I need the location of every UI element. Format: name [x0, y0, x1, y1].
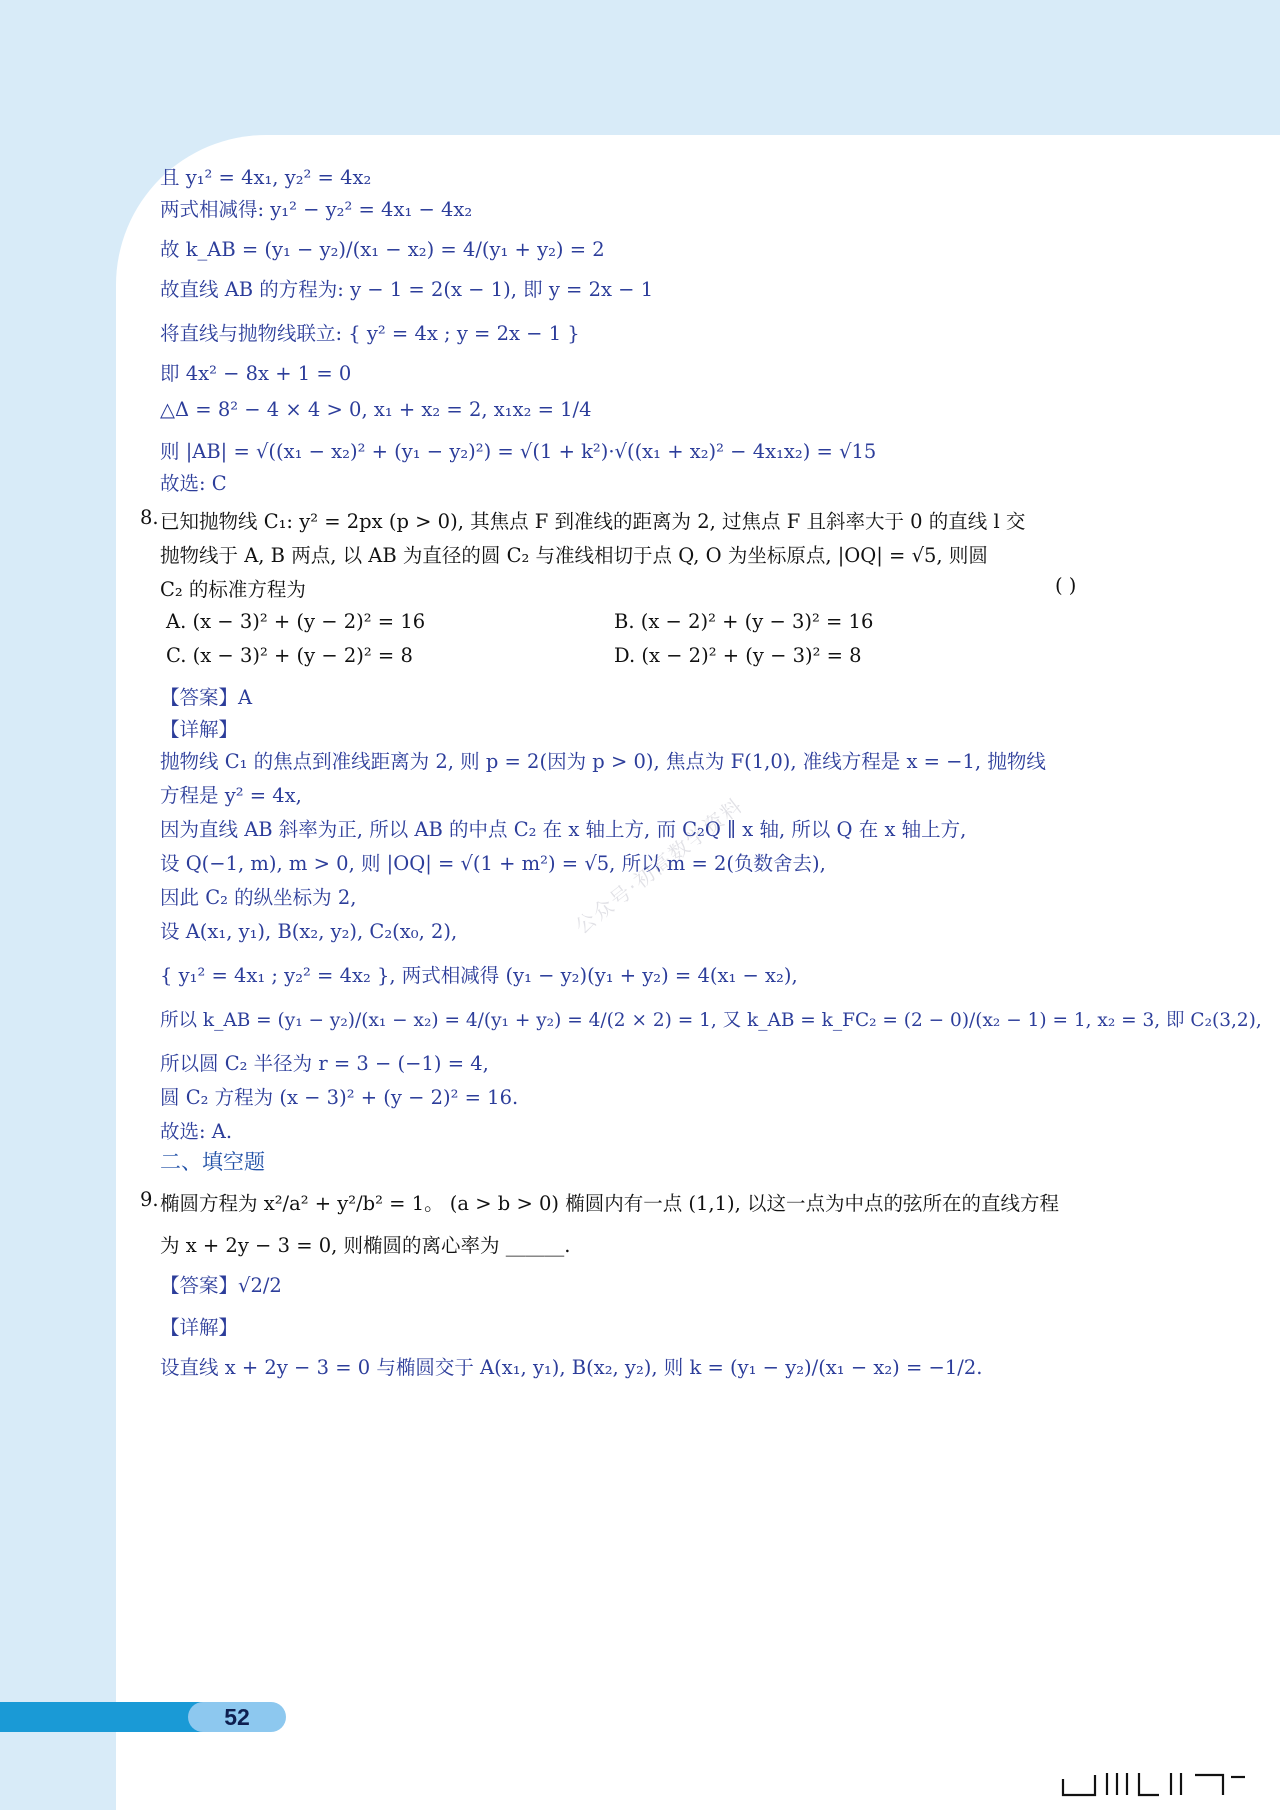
question-8-stem-text-1: 已知抛物线 C₁: y² = 2px (p > 0), 其焦点 F 到准线的距离为 2, 过焦点 F 且斜率大于 0 的直线 l 交: [160, 510, 1026, 533]
page-number: 52: [188, 1702, 286, 1732]
prev-solution-line-2: 两式相减得: y₁² − y₂² = 4x₁ − 4x₂: [160, 198, 473, 221]
question-9-stem-line-2: 为 x + 2y − 3 = 0, 则椭圆的离心率为 ______.: [160, 1234, 571, 1257]
question-8-solution-line-3: 因为直线 AB 斜率为正, 所以 AB 的中点 C₂ 在 x 轴上方, 而 C₂Q ∥ x 轴, 所以 Q 在 x 轴上方,: [160, 818, 967, 841]
question-8-option-a: A. (x − 3)² + (y − 2)² = 16: [166, 610, 426, 633]
left-margin-strip: [0, 135, 116, 1810]
question-8-answer: [160, 682, 252, 710]
question-8-solution-line-2: 方程是 y² = 4x,: [160, 784, 302, 807]
question-8-option-d: D. (x − 2)² + (y − 3)² = 8: [614, 644, 862, 667]
question-8-solution-line-7: { y₁² = 4x₁ ; y₂² = 4x₂ }, 两式相减得 (y₁ − y₂)(y₁ + y₂) = 4(x₁ − x₂),: [160, 964, 798, 987]
prev-solution-line-9: 故选: C: [160, 472, 227, 495]
prev-solution-line-5: 将直线与抛物线联立: { y² = 4x ; y = 2x − 1 }: [160, 322, 580, 345]
prev-solution-line-1: 且 y₁² = 4x₁, y₂² = 4x₂: [160, 166, 372, 189]
question-8-detail-label: 【详解】: [160, 718, 239, 741]
question-8-solution-line-1: 抛物线 C₁ 的焦点到准线距离为 2, 则 p = 2(因为 p > 0), 焦点为 F(1,0), 准线方程是 x = −1, 抛物线: [160, 750, 1046, 773]
prev-solution-line-3: 故 k_AB = (y₁ − y₂)/(x₁ − x₂) = 4/(y₁ + y₂) = 2: [160, 238, 605, 261]
question-9-solution-line-1: 设直线 x + 2y − 3 = 0 与椭圆交于 A(x₁, y₁), B(x₂, y₂), 则 k = (y₁ − y₂)/(x₁ − x₂) = −1/2.: [160, 1356, 983, 1379]
watermark: 公众号·初高数学资料: [570, 792, 748, 939]
question-8-answer-paren: ( ): [1055, 574, 1077, 597]
question-9-stem-line-1: [140, 1188, 1060, 1216]
question-8-solution-line-6: 设 A(x₁, y₁), B(x₂, y₂), C₂(x₀, 2),: [160, 920, 458, 943]
question-8-solution-line-5: 因此 C₂ 的纵坐标为 2,: [160, 886, 357, 909]
question-8-stem-line-3: [160, 574, 306, 602]
question-9-stem-text-1: 椭圆方程为 x²/a² + y²/b² = 1。 (a > b > 0) 椭圆内有一点 (1,1), 以这一点为中点的弦所在的直线方程: [160, 1192, 1060, 1215]
answer-value: √2/2: [238, 1274, 282, 1297]
corner-mark-icon: [1055, 1765, 1255, 1799]
answer-label: 【答案】: [160, 1274, 239, 1297]
question-8-solution-line-11: 故选: A.: [160, 1120, 233, 1143]
prev-solution-line-4: 故直线 AB 的方程为: y − 1 = 2(x − 1), 即 y = 2x − 1: [160, 278, 654, 301]
question-9-number: 9.: [140, 1188, 159, 1211]
question-8-option-c: C. (x − 3)² + (y − 2)² = 8: [166, 644, 413, 667]
question-9-detail-label: 【详解】: [160, 1316, 239, 1339]
question-8-solution-line-4: 设 Q(−1, m), m > 0, 则 |OQ| = √(1 + m²) = √5, 所以 m = 2(负数舍去),: [160, 852, 826, 875]
question-8-solution-line-8: 所以 k_AB = (y₁ − y₂)/(x₁ − x₂) = 4/(y₁ + y₂) = 4/(2 × 2) = 1, 又 k_AB = k_FC₂ = (2 − 0)/(x₂ − 1) = 1, x₂ = 3, 即 C₂(3,2),: [160, 1010, 1262, 1031]
prev-solution-line-6: 即 4x² − 8x + 1 = 0: [160, 362, 352, 385]
question-8-solution-line-10: 圆 C₂ 方程为 (x − 3)² + (y − 2)² = 16.: [160, 1086, 519, 1109]
prev-solution-line-7: △Δ = 8² − 4 × 4 > 0, x₁ + x₂ = 2, x₁x₂ = 1/4: [160, 398, 592, 421]
question-8-solution-line-9: 所以圆 C₂ 半径为 r = 3 − (−1) = 4,: [160, 1052, 489, 1075]
question-8-option-b: B. (x − 2)² + (y − 3)² = 16: [614, 610, 874, 633]
question-8-stem-line-1: [140, 506, 1026, 534]
question-9-answer: [160, 1270, 282, 1298]
prev-solution-line-8: 则 |AB| = √((x₁ − x₂)² + (y₁ − y₂)²) = √(1 + k²)·√((x₁ + x₂)² − 4x₁x₂) = √15: [160, 440, 877, 463]
question-8-number: 8.: [140, 506, 159, 529]
answer-label: 【答案】: [160, 686, 239, 709]
question-8-stem-line-2: 抛物线于 A, B 两点, 以 AB 为直径的圆 C₂ 与准线相切于点 Q, O 为坐标原点, |OQ| = √5, 则圆: [160, 544, 988, 567]
section-heading: 二、填空题: [160, 1150, 265, 1174]
question-8-stem-text-3: C₂ 的标准方程为: [160, 578, 306, 601]
answer-value: A: [238, 686, 253, 709]
page-number-bar: [0, 1702, 218, 1732]
